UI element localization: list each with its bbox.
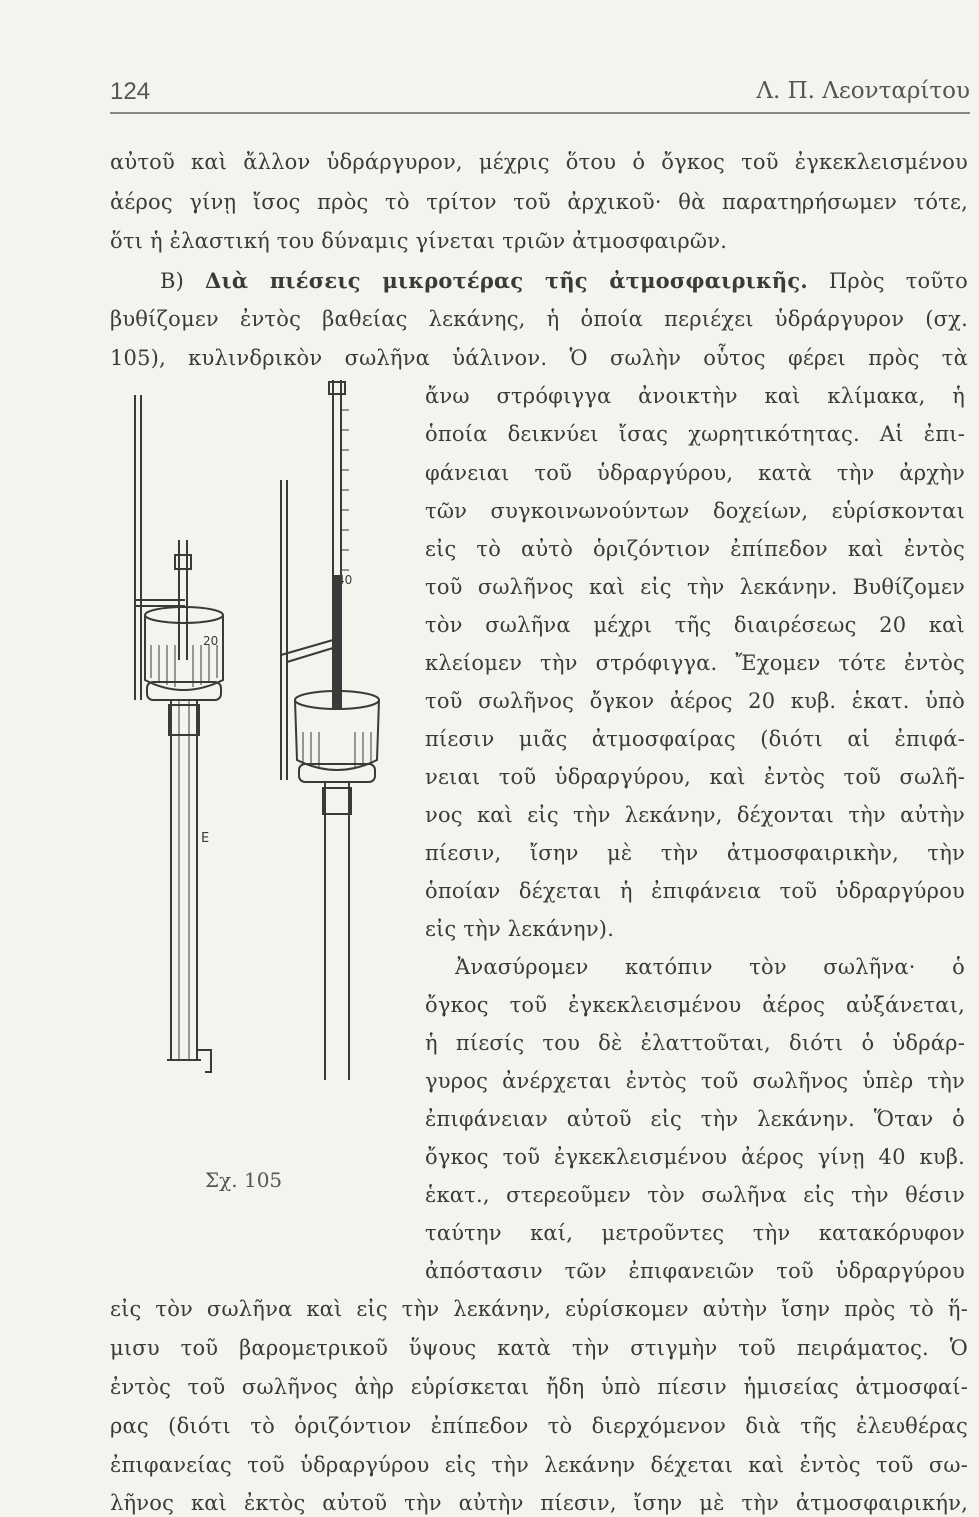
text-line: ἐπιφάνειαν αὐτοῦ εἰς τὴν λεκάνην. Ὅταν ὁ [425, 1107, 965, 1131]
figure-caption: Σχ. 105 [205, 1168, 283, 1192]
text-line: τοῦ σωλῆνος ὄγκον ἀέρος 20 κυβ. ἑκατ. ὑπὸ [425, 689, 965, 713]
section-heading-line [160, 267, 968, 295]
page-number: 124 [110, 78, 151, 105]
collar-left [169, 705, 199, 735]
text-line: ἑκατ., στερεοῦμεν τὸν σωλῆνα εἰς τὴν θέσιν [425, 1183, 965, 1207]
scale-label-40: 40 [337, 573, 353, 587]
text-line: 105), κυλινδρικὸν σωλῆνα ὑάλινον. Ὁ σωλὴν οὗτος φέρει πρὸς τὰ [110, 346, 968, 370]
text-line: φάνειαι τοῦ ὑδραργύρου, κατὰ τὴν ἀρχὴν [425, 461, 965, 485]
text-span: Πρὸς τοῦτο [807, 269, 969, 293]
apparatus-illustration [105, 360, 425, 1160]
text-line: ὄγκος τοῦ ἐγκεκλεισμένου ἀέρος αὐξάνεται, [425, 993, 965, 1017]
stopcock-left [175, 555, 191, 569]
text-line: μισυ τοῦ βαρομετρικοῦ ὕψους κατὰ τὴν στιγμὴν τοῦ πειράματος. Ὁ [110, 1336, 968, 1360]
text-line: ἀπόστασιν τῶν ἐπιφανειῶν τοῦ ὑδραργύρου [425, 1259, 965, 1283]
mercury-column [334, 575, 340, 710]
text-line: τὸν σωλῆνα μέχρι τῆς διαιρέσεως 20 καὶ [425, 613, 965, 637]
beaker-right [295, 700, 379, 770]
text-line: ἡ πίεσίς του δὲ ἐλαττοῦται, διότι ὁ ὑδράρ- [425, 1031, 965, 1055]
text-line: ὄγκος τοῦ ἐγκεκλεισμένου ἀέρος γίνῃ 40 κυβ. [425, 1145, 965, 1169]
text-line: ὁποίαν δέχεται ἡ ἐπιφάνεια τοῦ ὑδραργύρου [425, 879, 965, 903]
text-line: Ἀνασύρομεν κατόπιν τὸν σωλῆνα· ὁ [455, 955, 965, 979]
section-heading: Διὰ πιέσεις μικροτέρας τῆς ἀτμοσφαιρικῆς. [205, 268, 808, 293]
text-line: πίεσιν μιᾶς ἀτμοσφαίρας (διότι αἱ ἐπιφά- [425, 727, 965, 751]
text-line: ὁποία δεικνύει ἴσας χωρητικότητας. Αἱ ἐπι- [425, 422, 965, 446]
scale-label-20: 20 [203, 634, 219, 648]
section-label: Β) [160, 269, 205, 293]
beaker-left [145, 615, 223, 690]
text-line: νος καὶ εἰς τὴν λεκάνην, δέχονται τὴν αὐτὴν [425, 803, 965, 827]
mercury-right [303, 732, 371, 768]
mercury-left [151, 645, 217, 687]
collar-right [323, 788, 351, 814]
text-line: ἐντὸς τοῦ σωλῆνος ἀὴρ εὑρίσκεται ἤδη ὑπὸ πίεσιν ἡμισείας ἀτμοσφαί- [110, 1375, 968, 1399]
text-line: βυθίζομεν ἐντὸς βαθείας λεκάνης, ἡ ὁποία περιέχει ὑδράργυρον (σχ. [110, 307, 968, 331]
page-header [110, 72, 970, 112]
text-line: εἰς τὴν λεκάνην). [425, 917, 615, 941]
running-head: Λ. Π. Λεονταρίτου [756, 78, 970, 104]
text-line: ἄνω στρόφιγγα ἀνοικτὴν καὶ κλίμακα, ἡ [425, 384, 965, 408]
text-line: εἰς τὸν σωλῆνα καὶ εἰς τὴν λεκάνην, εὑρίσκομεν αὐτὴν ἴσην πρὸς τὸ ἥ- [110, 1297, 968, 1321]
text-line: κλείομεν τὴν στρόφιγγα. Ἔχομεν τότε ἐντὸς [425, 651, 965, 675]
scale-ticks [341, 410, 349, 570]
text-line: ταύτην καί, μετροῦντες τὴν κατακόρυφον [425, 1221, 965, 1245]
clamp-arm-right [281, 640, 333, 655]
text-line: ρας (διότι τὸ ὁριζόντιον ἐπίπεδον τὸ διερχόμενον διὰ τῆς ἐλευθέρας [110, 1414, 968, 1438]
text-line: λῆνος καὶ ἐκτὸς αὐτοῦ τὴν αὐτὴν πίεσιν, ἴσην μὲ τὴν ἀτμοσφαιρικήν, [110, 1491, 968, 1515]
text-line: εἰς τὸ αὐτὸ ὁριζόντιον ἐπίπεδον καὶ ἐντὸς [425, 537, 965, 561]
text-line: ὅτι ἡ ἐλαστική του δύναμις γίνεται τριῶν ἀτμοσφαιρῶν. [110, 229, 728, 253]
text-line: γυρος ἀνέρχεται ἐντὸς τοῦ σωλῆνος ὑπὲρ τὴν [425, 1069, 965, 1093]
text-line: ἀέρος γίνῃ ἴσος πρὸς τὸ τρίτον τοῦ ἀρχικοῦ· θὰ παρατηρήσωμεν τότε, [110, 190, 968, 214]
text-line: ἐπιφανείας τοῦ ὑδραργύρου εἰς τὴν λεκάνην δέχεται καὶ ἐντὸς τοῦ σω- [110, 1453, 968, 1477]
stem-label-e: E [201, 831, 210, 846]
text-line: πίεσιν, ἴσην μὲ τὴν ἀτμοσφαιρικὴν, τὴν [425, 841, 965, 865]
text-line: αὐτοῦ καὶ ἄλλον ὑδράργυρον, μέχρις ὅτου ὁ ὄγκος τοῦ ἐγκεκλεισμένου [110, 150, 968, 174]
ring-right [299, 764, 375, 782]
header-rule [110, 112, 970, 114]
text-line: τοῦ σωλῆνος καὶ εἰς τὴν λεκάνην. Βυθίζομεν [425, 575, 965, 599]
stopcock-right [329, 382, 345, 394]
text-line: νειαι τοῦ ὑδραργύρου, καὶ ἐντὸς τοῦ σωλῆ- [425, 765, 965, 789]
text-line: τῶν συγκοινωνούντων δοχείων, εὑρίσκονται [425, 499, 965, 523]
